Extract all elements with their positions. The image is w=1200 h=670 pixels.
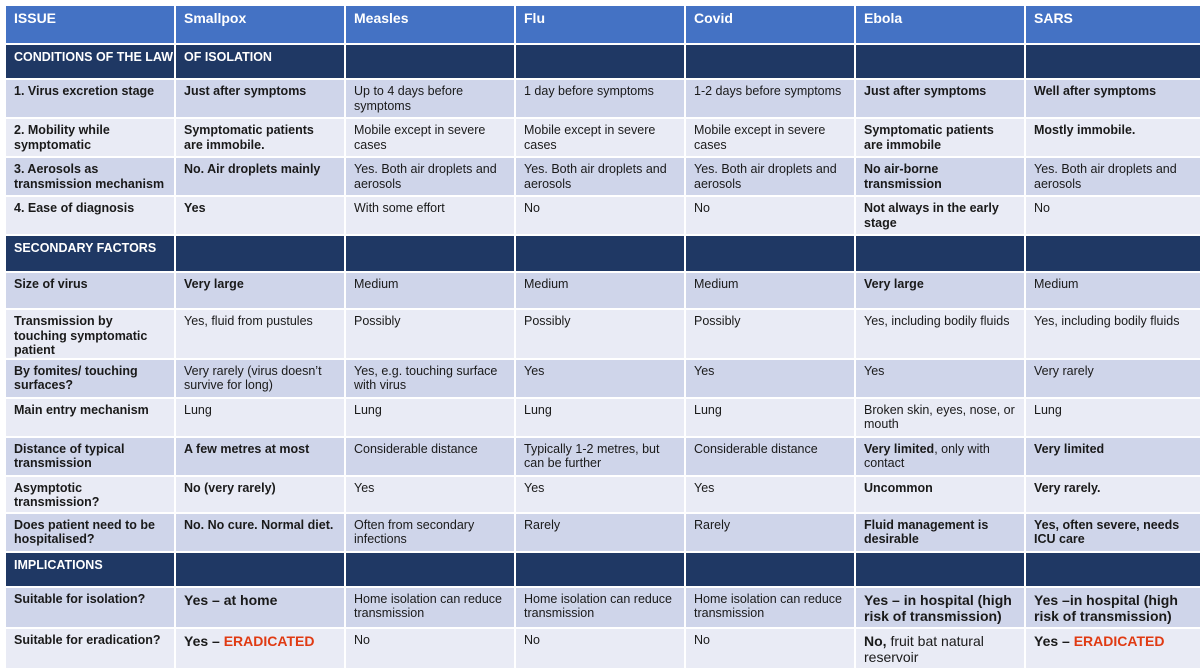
- header-ebola: Ebola: [856, 6, 1024, 43]
- header-flu: Flu: [516, 6, 684, 43]
- cell: Very large: [176, 273, 344, 308]
- cell: Considerable distance: [686, 438, 854, 475]
- cell: [856, 438, 1024, 475]
- header-row: [6, 6, 1200, 43]
- table-row: [6, 119, 1200, 156]
- cell: Yes – at home: [176, 588, 344, 627]
- row-label: 1. Virus excretion stage: [6, 80, 174, 117]
- cell: Often from secondary infections: [346, 514, 514, 551]
- cell: Uncommon: [856, 477, 1024, 512]
- cell: Yes, fluid from pustules: [176, 310, 344, 358]
- disease-comparison-table: [4, 4, 1200, 670]
- cell: Mobile except in severe cases: [516, 119, 684, 156]
- cell: Mobile except in severe cases: [346, 119, 514, 156]
- cell: 1 day before symptoms: [516, 80, 684, 117]
- table-row: [6, 399, 1200, 436]
- cell: No: [346, 629, 514, 668]
- cell: 1-2 days before symptoms: [686, 80, 854, 117]
- cell: Mostly immobile.: [1026, 119, 1200, 156]
- cell: Yes. Both air droplets and aerosols: [1026, 158, 1200, 195]
- cell: With some effort: [346, 197, 514, 234]
- cell-emphasis: Yes –: [1034, 632, 1074, 649]
- cell: Very large: [856, 273, 1024, 308]
- cell: Possibly: [346, 310, 514, 358]
- cell: No air-borne transmission: [856, 158, 1024, 195]
- cell: No: [686, 197, 854, 234]
- cell-suffix: , only with contact: [864, 441, 990, 470]
- cell: Rarely: [686, 514, 854, 551]
- row-label: Distance of typical transmission: [6, 438, 174, 475]
- cell: Very rarely: [1026, 360, 1200, 397]
- cell: Lung: [346, 399, 514, 436]
- cell: Up to 4 days before symptoms: [346, 80, 514, 117]
- row-label: Main entry mechanism: [6, 399, 174, 436]
- cell: Possibly: [686, 310, 854, 358]
- table-row: [6, 477, 1200, 512]
- cell: Yes: [516, 360, 684, 397]
- table-row: [6, 273, 1200, 308]
- table-row: [6, 310, 1200, 358]
- cell: Yes: [686, 360, 854, 397]
- row-label: Suitable for isolation?: [6, 588, 174, 627]
- cell: Medium: [686, 273, 854, 308]
- eradicated-label: ERADICATED: [1073, 632, 1165, 649]
- table-row: [6, 360, 1200, 397]
- cell: No: [516, 197, 684, 234]
- table-row: [6, 588, 1200, 627]
- cell: No. Air droplets mainly: [176, 158, 344, 195]
- section-implications: [6, 553, 1200, 586]
- cell: Symptomatic patients are immobile: [856, 119, 1024, 156]
- row-label: Asymptotic transmission?: [6, 477, 174, 512]
- cell: Home isolation can reduce transmission: [516, 588, 684, 627]
- row-label: Size of virus: [6, 273, 174, 308]
- cell: No: [516, 629, 684, 668]
- row-label: Suitable for eradication?: [6, 629, 174, 668]
- table-row: [6, 438, 1200, 475]
- cell: Yes, e.g. touching surface with virus: [346, 360, 514, 397]
- cell: No. No cure. Normal diet.: [176, 514, 344, 551]
- cell: Not always in the early stage: [856, 197, 1024, 234]
- cell-suffix: fruit bat natural reservoir: [864, 632, 984, 665]
- table-row: [6, 514, 1200, 551]
- header-covid: Covid: [686, 6, 854, 43]
- cell: No (very rarely): [176, 477, 344, 512]
- cell: Yes. Both air droplets and aerosols: [516, 158, 684, 195]
- cell: Fluid management is desirable: [856, 514, 1024, 551]
- cell-emphasis: No,: [864, 632, 887, 649]
- cell-emphasis: Very limited: [864, 441, 935, 456]
- cell: Medium: [1026, 273, 1200, 308]
- cell: Lung: [1026, 399, 1200, 436]
- section-label: IMPLICATIONS: [6, 553, 174, 586]
- cell: Mobile except in severe cases: [686, 119, 854, 156]
- header-sars: SARS: [1026, 6, 1200, 43]
- section-label: CONDITIONS OF THE LAW: [6, 45, 174, 78]
- row-label: 4. Ease of diagnosis: [6, 197, 174, 234]
- cell: Lung: [516, 399, 684, 436]
- cell: Just after symptoms: [176, 80, 344, 117]
- table-row: [6, 158, 1200, 195]
- cell: Just after symptoms: [856, 80, 1024, 117]
- cell: Well after symptoms: [1026, 80, 1200, 117]
- row-label: Transmission by touching symptomatic patient: [6, 310, 174, 358]
- cell: Yes: [176, 197, 344, 234]
- cell: Yes –in hospital (high risk of transmission): [1026, 588, 1200, 627]
- cell: Yes, including bodily fluids: [1026, 310, 1200, 358]
- cell: Home isolation can reduce transmission: [686, 588, 854, 627]
- section-label: SECONDARY FACTORS: [6, 236, 174, 271]
- cell: Very rarely.: [1026, 477, 1200, 512]
- cell: Very limited: [1026, 438, 1200, 475]
- cell: Yes: [346, 477, 514, 512]
- cell: Yes – in hospital (high risk of transmission): [856, 588, 1024, 627]
- cell: Broken skin, eyes, nose, or mouth: [856, 399, 1024, 436]
- header-smallpox: Smallpox: [176, 6, 344, 43]
- header-measles: Measles: [346, 6, 514, 43]
- cell: A few metres at most: [176, 438, 344, 475]
- section-secondary: [6, 236, 1200, 271]
- cell: Typically 1-2 metres, but can be further: [516, 438, 684, 475]
- cell: Home isolation can reduce transmission: [346, 588, 514, 627]
- cell: Yes, including bodily fluids: [856, 310, 1024, 358]
- row-label: Does patient need to be hospitalised?: [6, 514, 174, 551]
- cell: Medium: [346, 273, 514, 308]
- cell: Symptomatic patients are immobile.: [176, 119, 344, 156]
- header-issue: ISSUE: [6, 6, 174, 43]
- cell: Medium: [516, 273, 684, 308]
- row-label: By fomites/ touching surfaces?: [6, 360, 174, 397]
- eradicated-label: ERADICATED: [223, 632, 315, 649]
- cell: Yes: [856, 360, 1024, 397]
- section-label-continued: OF ISOLATION: [176, 45, 344, 78]
- table-row: [6, 197, 1200, 234]
- cell: Yes: [516, 477, 684, 512]
- section-conditions: [6, 45, 1200, 78]
- cell: Possibly: [516, 310, 684, 358]
- cell: Lung: [686, 399, 854, 436]
- cell: Yes. Both air droplets and aerosols: [346, 158, 514, 195]
- cell: Rarely: [516, 514, 684, 551]
- cell: No: [686, 629, 854, 668]
- cell: Yes: [686, 477, 854, 512]
- cell: Very rarely (virus doesn’t survive for long): [176, 360, 344, 397]
- cell: Considerable distance: [346, 438, 514, 475]
- cell: Lung: [176, 399, 344, 436]
- cell: No: [1026, 197, 1200, 234]
- cell-emphasis: Yes –: [184, 632, 224, 649]
- row-label: 3. Aerosols as transmission mechanism: [6, 158, 174, 195]
- cell: Yes. Both air droplets and aerosols: [686, 158, 854, 195]
- row-label: 2. Mobility while symptomatic: [6, 119, 174, 156]
- cell: Yes, often severe, needs ICU care: [1026, 514, 1200, 551]
- table-row: [6, 80, 1200, 117]
